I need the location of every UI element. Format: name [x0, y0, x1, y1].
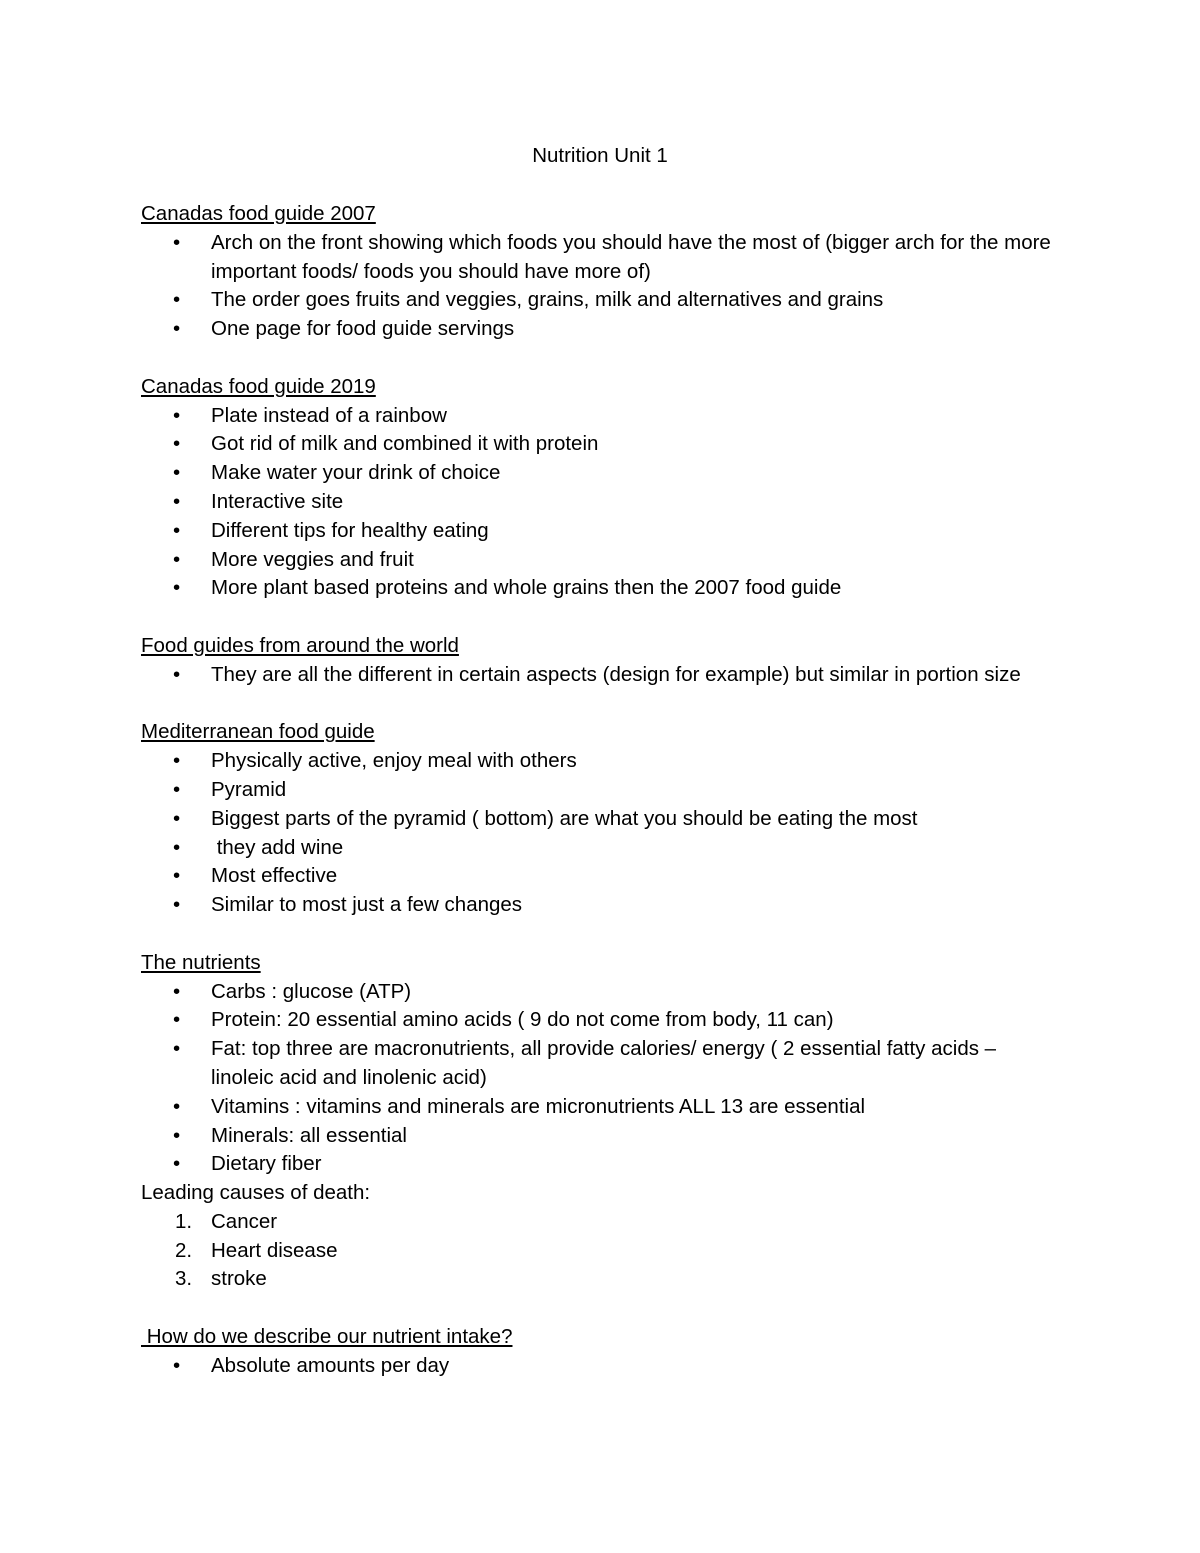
list-item: • Interactive site: [141, 488, 1061, 517]
bullet-list: [141, 402, 1061, 604]
list-item: • More plant based proteins and whole grains then the 2007 food guide: [141, 574, 1061, 603]
list-item: • Protein: 20 essential amino acids ( 9 do not come from body, 11 can): [141, 1006, 1061, 1035]
bullet-list: [141, 1352, 1061, 1381]
section-heading: Leading causes of death:: [141, 1181, 371, 1205]
section-heading: Canadas food guide 2019: [141, 374, 376, 398]
numbered-list: [141, 1208, 1061, 1294]
list-item-text: Cancer: [211, 1209, 278, 1233]
list-item: • More veggies and fruit: [141, 546, 1061, 575]
section-leading-causes-of-death: [141, 1179, 1061, 1294]
list-item: [141, 1265, 1061, 1294]
page-title: Nutrition Unit 1: [532, 144, 668, 167]
bullet-list: [141, 661, 1061, 690]
list-item: • They are all the different in certain aspects (design for example) but similar in portion size: [141, 661, 1061, 690]
list-item: • Carbs : glucose (ATP): [141, 978, 1061, 1007]
list-item: • Vitamins : vitamins and minerals are micronutrients ALL 13 are essential: [141, 1093, 1061, 1122]
list-item: • Similar to most just a few changes: [141, 891, 1061, 920]
section-nutrients: [141, 949, 1061, 1179]
list-item: • Arch on the front showing which foods you should have the most of (bigger arch for the more important foods/ foods you should have more of): [141, 229, 1061, 287]
list-item: • Minerals: all essential: [141, 1122, 1061, 1151]
list-item: • The order goes fruits and veggies, grains, milk and alternatives and grains: [141, 286, 1061, 315]
bullet-list: [141, 229, 1061, 344]
list-item: [141, 1208, 1061, 1237]
list-item: [141, 1237, 1061, 1266]
list-item: • Fat: top three are macronutrients, all provide calories/ energy ( 2 essential fatty acids – linoleic acid and linolenic acid): [141, 1035, 1061, 1093]
list-item: • Plate instead of a rainbow: [141, 402, 1061, 431]
list-item-text: stroke: [211, 1267, 267, 1291]
list-item-text: Heart disease: [211, 1238, 338, 1262]
list-number: 1.: [175, 1209, 193, 1233]
list-item: • Physically active, enjoy meal with others: [141, 747, 1061, 776]
section-heading: How do we describe our nutrient intake?: [141, 1325, 513, 1349]
list-item: • they add wine: [141, 834, 1061, 863]
list-item: • Pyramid: [141, 776, 1061, 805]
list-item: • Different tips for healthy eating: [141, 517, 1061, 546]
bullet-list: [141, 978, 1061, 1180]
section-heading: The nutrients: [141, 950, 261, 974]
section-food-guide-2019: [141, 373, 1061, 603]
document-body: [141, 200, 1061, 1381]
list-number: 2.: [175, 1238, 193, 1262]
section-world-food-guides: [141, 632, 1061, 690]
section-heading: Mediterranean food guide: [141, 720, 375, 744]
list-item: • Got rid of milk and combined it with protein: [141, 430, 1061, 459]
list-item: • Dietary fiber: [141, 1150, 1061, 1179]
section-heading: Food guides from around the world: [141, 633, 459, 657]
list-item: • One page for food guide servings: [141, 315, 1061, 344]
section-heading: Canadas food guide 2007: [141, 202, 376, 225]
list-item: • Most effective: [141, 862, 1061, 891]
list-item: • Absolute amounts per day: [141, 1352, 1061, 1381]
bullet-list: [141, 747, 1061, 920]
list-item: • Make water your drink of choice: [141, 459, 1061, 488]
section-food-guide-2007: [141, 200, 1061, 344]
section-nutrient-intake: [141, 1323, 1061, 1381]
list-item: • Biggest parts of the pyramid ( bottom) are what you should be eating the most: [141, 805, 1061, 834]
section-mediterranean-food-guide: [141, 718, 1061, 920]
list-number: 3.: [175, 1267, 193, 1291]
